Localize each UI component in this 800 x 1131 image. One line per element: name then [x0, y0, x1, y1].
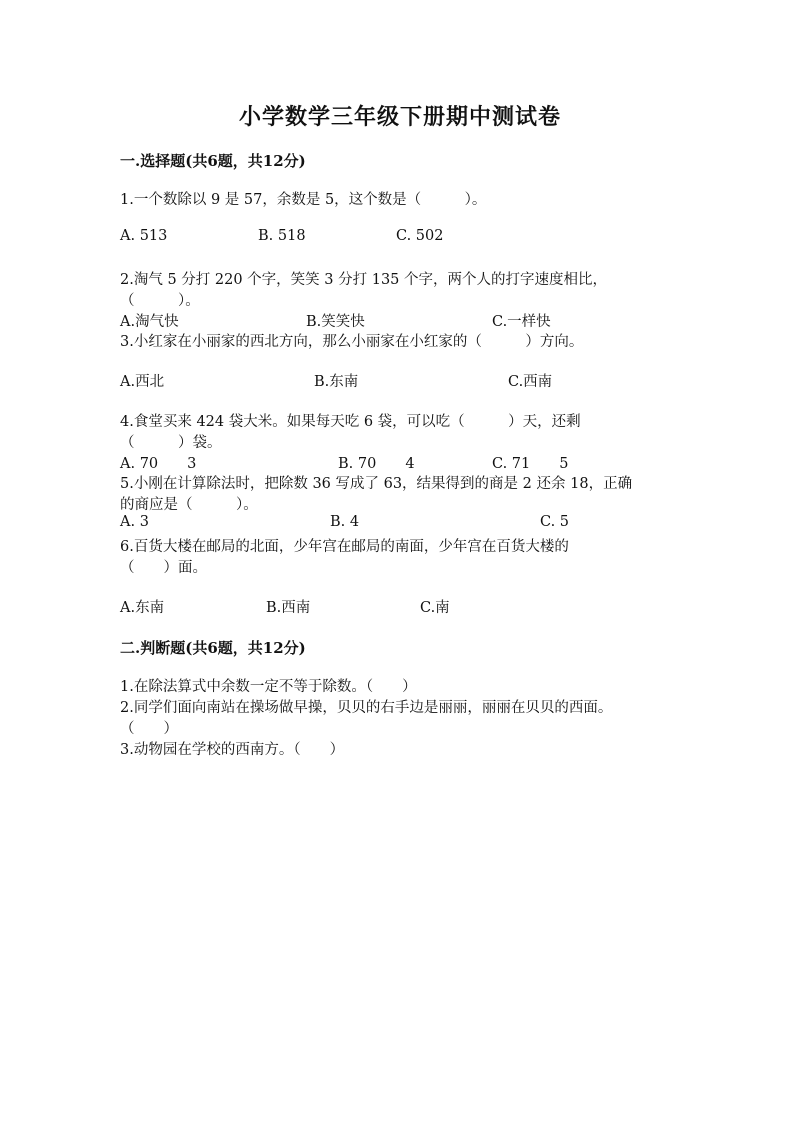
q3-option-c: C.西南 — [508, 374, 553, 390]
question-6-line-2: （ ）面。 — [120, 560, 207, 576]
q1-option-a: A. 513 — [120, 228, 168, 244]
q1-option-c: C. 502 — [396, 228, 444, 244]
question-5: 5.小刚在计算除法时，把除数 36 写成了 63，结果得到的商是 2 还余 18，正确 — [120, 476, 633, 492]
judgment-question-1: 1.在除法算式中余数一定不等于除数。（ ） — [120, 679, 417, 695]
q4-option-b: B. 70 4 — [338, 456, 415, 472]
question-1: 1.一个数除以 9 是 57，余数是 5，这个数是（ ）。 — [120, 192, 487, 208]
judgment-question-2: 2.同学们面向南站在操场做早操，贝贝的右手边是丽丽，丽丽在贝贝的西面。 — [120, 700, 613, 716]
q5-option-b: B. 4 — [330, 514, 360, 530]
q6-option-a: A.东南 — [120, 600, 165, 616]
q2-option-a: A.淘气快 — [120, 314, 179, 330]
question-4-line-2: （ ）袋。 — [120, 435, 222, 451]
question-5-line-2: 的商应是（ ）。 — [120, 497, 258, 513]
q2-option-b: B.笑笑快 — [306, 314, 365, 330]
q3-option-a: A.西北 — [120, 374, 165, 390]
q6-option-c: C.南 — [420, 600, 450, 616]
q4-option-a: A. 70 3 — [120, 456, 197, 472]
judgment-question-2-line-2: （ ） — [120, 721, 178, 737]
q2-option-c: C.一样快 — [492, 314, 551, 330]
question-4: 4.食堂买来 424 袋大米。如果每天吃 6 袋，可以吃（ ）天，还剩 — [120, 414, 581, 430]
q3-option-b: B.东南 — [314, 374, 359, 390]
section-heading-judgment: 二.判断题(共6题，共12分) — [120, 639, 306, 657]
question-2: 2.淘气 5 分打 220 个字，笑笑 3 分打 135 个字，两个人的打字速度相比， — [120, 272, 608, 288]
q6-option-b: B.西南 — [266, 600, 311, 616]
q5-option-c: C. 5 — [540, 514, 570, 530]
q5-option-a: A. 3 — [120, 514, 149, 530]
q4-option-c: C. 71 5 — [492, 456, 569, 472]
judgment-question-3: 3.动物园在学校的西南方。（ ） — [120, 742, 345, 758]
q1-option-b: B. 518 — [258, 228, 306, 244]
question-3: 3.小红家在小丽家的西北方向，那么小丽家在小红家的（ ）方向。 — [120, 334, 584, 350]
section-heading-choice: 一.选择题(共6题，共12分) — [120, 152, 306, 170]
question-6: 6.百货大楼在邮局的北面，少年宫在邮局的南面，少年宫在百货大楼的 — [120, 539, 569, 555]
page-title: 小学数学三年级下册期中测试卷 — [238, 104, 561, 130]
question-2-line-2: （ ）。 — [120, 293, 200, 309]
